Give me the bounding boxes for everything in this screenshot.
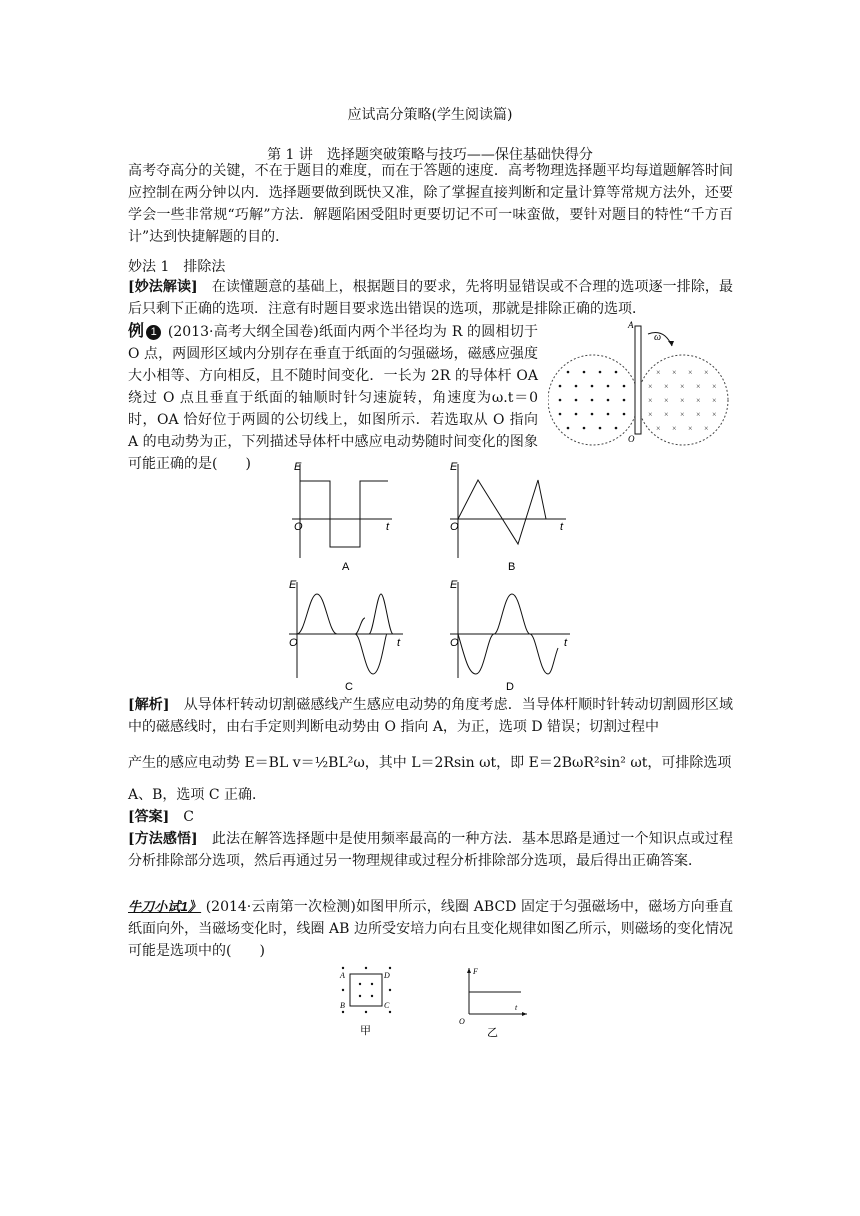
example-1 <box>128 320 538 475</box>
trial-question <box>128 896 733 962</box>
svg-text:×: × <box>712 382 717 391</box>
page-title: 应试高分策略(学生阅读篇) <box>347 107 513 123</box>
svg-text:×: × <box>648 410 653 419</box>
svg-text:×: × <box>648 382 653 391</box>
fig-label-yi: 乙 <box>487 1027 498 1039</box>
svg-text:×: × <box>680 382 685 391</box>
svg-text:×: × <box>680 410 685 419</box>
svg-text:×: × <box>704 368 709 377</box>
svg-text:×: × <box>680 396 685 405</box>
svg-text:×: × <box>672 424 677 433</box>
svg-text:E: E <box>289 579 297 591</box>
analysis-line-2: 产生的感应电动势 E＝BL v＝½BL²ω，其中 L＝2Rsin ωt，即 E＝2BωR²sin² ωt，可排除选项 <box>128 755 732 771</box>
graph-option-c <box>285 578 410 693</box>
svg-text:t: t <box>515 1003 518 1012</box>
lecture-subtitle: 第 1 讲 选择题突破策略与技巧——保住基础快得分 <box>267 147 593 163</box>
svg-text:×: × <box>656 424 661 433</box>
svg-text:t: t <box>564 637 568 649</box>
field-dots <box>559 371 626 430</box>
svg-text:A: A <box>340 971 345 980</box>
coil-figure-jia <box>334 962 414 1042</box>
svg-text:O: O <box>294 521 303 533</box>
svg-text:t: t <box>397 637 401 649</box>
svg-text:t: t <box>560 521 564 533</box>
graph-option-a <box>288 458 398 578</box>
method-text: 在读懂题意的基础上，根据题目的要求，先将明显错误或不合理的选项逐一排除，最后只剩下正确的选项．注意有时题目要求选出错误的选项，那就是排除正确的选项． <box>128 279 733 317</box>
svg-text:×: × <box>696 410 701 419</box>
svg-text:×: × <box>704 424 709 433</box>
svg-text:×: × <box>664 410 669 419</box>
field-crosses <box>648 368 717 433</box>
omega-label: ω <box>654 332 662 343</box>
analysis-line-3: A、B，选项 C 正确． <box>128 787 267 803</box>
analysis-tag: [解析] <box>128 697 170 713</box>
method-insight: [方法感悟] 此法在解答选择题中是使用频率最高的一种方法．基本思路是通过一个知识点或过程分析排除部分选项，然后再通过另一物理规律或过程分析排除部分选项，最后得出正确答案． <box>128 831 733 869</box>
graph-label-d: D <box>506 681 514 693</box>
svg-text:×: × <box>688 368 693 377</box>
svg-text:×: × <box>696 382 701 391</box>
svg-text:×: × <box>664 382 669 391</box>
coil-abcd <box>350 974 382 1006</box>
force-graph-yi <box>455 962 535 1042</box>
svg-text:E: E <box>450 579 458 591</box>
rod-label-o: O <box>628 434 635 444</box>
trial-label: 牛刀小试1》 <box>128 899 202 914</box>
method-tag: [妙法解读] <box>128 279 198 295</box>
graph-option-d <box>446 578 576 693</box>
svg-text:O: O <box>450 521 459 533</box>
svg-text:E: E <box>450 461 458 473</box>
graph-label-b: B <box>508 561 516 573</box>
answer-value: C <box>169 809 194 825</box>
analysis-line-1: [解析] 从导体杆转动切割磁感线产生感应电动势的角度考虑．当导体杆顺时针转动切割圆形区域中的磁感线时，由右手定则判断电动势由 O 指向 A，为正，选项 D 错误；切割过程中 <box>128 697 734 735</box>
svg-text:×: × <box>712 410 717 419</box>
method-explanation <box>128 276 733 320</box>
fig-label-jia: 甲 <box>360 1025 371 1037</box>
square-wave <box>300 481 388 547</box>
svg-text:×: × <box>648 396 653 405</box>
trial-text: (2014·云南第一次检测)如图甲所示，线圈 ABCD 固定于匀强磁场中，磁场方向垂直纸面向外，当磁场变化时，线圈 AB 边所受安培力向右且变化规律如图乙所示，则磁场的变化情况可能是选项中的( ) <box>128 899 734 959</box>
svg-text:O: O <box>289 637 298 649</box>
rod-label-a: A <box>628 320 634 330</box>
two-circles-figure <box>548 316 748 456</box>
svg-text:C: C <box>384 1001 390 1010</box>
svg-text:t: t <box>386 521 390 533</box>
example-number-badge: 1 <box>146 325 161 340</box>
svg-text:F: F <box>473 967 478 976</box>
svg-text:×: × <box>672 368 677 377</box>
triangle-wave <box>458 480 546 544</box>
svg-text:×: × <box>656 368 661 377</box>
intro-paragraph: 高考夺高分的关键，不在于题目的难度，而在于答题的速度．高考物理选择题平均每道题解答时间应控制在两分钟以内．选择题要做到既快又准，除了掌握直接判断和定量计算等常规方法外，还要学会一些非常规“巧解”方法．解题陷困受阻时更要切记不可一味蛮做，要针对题目的特性“千方百计”达到快捷解题的目的． <box>128 163 733 245</box>
graph-label-c: C <box>345 681 353 693</box>
method-title: 妙法 1 排除法 <box>128 259 226 275</box>
example-label: 例 <box>128 321 145 340</box>
svg-text:×: × <box>712 396 717 405</box>
svg-text:×: × <box>664 396 669 405</box>
svg-text:O: O <box>459 1017 465 1026</box>
answer-line <box>128 806 733 828</box>
svg-text:×: × <box>696 396 701 405</box>
answer-tag: [答案] <box>128 809 170 825</box>
graph-option-b <box>446 458 571 578</box>
svg-text:×: × <box>688 424 693 433</box>
insight-tag: [方法感悟] <box>128 831 198 847</box>
svg-text:B: B <box>340 1001 345 1010</box>
svg-text:D: D <box>384 971 390 980</box>
rod-oa <box>635 326 641 434</box>
graph-label-a: A <box>342 561 350 573</box>
example-text: (2013·高考大纲全国卷)纸面内两个半径均为 R 的圆相切于 O 点，两圆形区域内分别存在垂直于纸面的匀强磁场，磁感应强度大小相等、方向相反，且不随时间变化．一长为 2R 的导体杆 OA 绕过 O 点且垂直于纸面的轴顺时针匀速旋转，角速度为ω.t＝0 时，OA 恰好位于两圆的公切线上，如图所示．若选取从 O 指向 A 的电动势为正，下列描述导体杆中感应电动势随时间变化的图象可能正确的是( ) <box>128 324 538 472</box>
svg-text:E: E <box>294 461 302 473</box>
svg-text:O: O <box>450 637 459 649</box>
